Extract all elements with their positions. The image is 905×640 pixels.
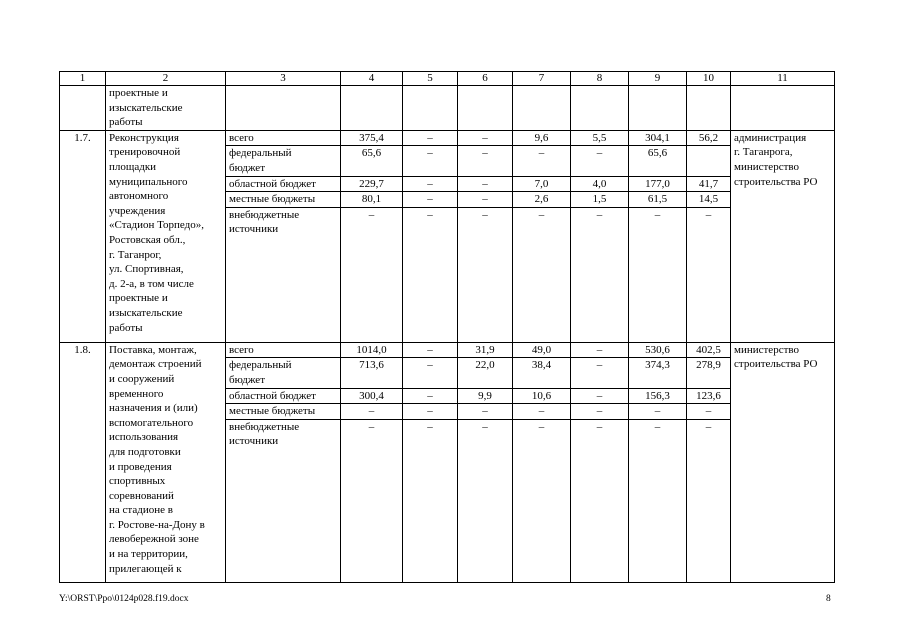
- value-cell: –: [458, 404, 513, 420]
- source-label: всего: [226, 342, 341, 358]
- value-cell: 14,5: [687, 192, 731, 208]
- value-cell: 65,6: [629, 146, 687, 176]
- source-label: местные бюджеты: [226, 404, 341, 420]
- value-cell: 9,9: [458, 388, 513, 404]
- source-label: областной бюджет: [226, 176, 341, 192]
- value-cell: –: [458, 192, 513, 208]
- header-cell: 6: [458, 72, 513, 86]
- value-cell: –: [341, 404, 403, 420]
- source-label: внебюджетные источники: [226, 207, 341, 342]
- item-name: Реконструкция тренировочной площадки муниципального автономного учреждения «Стадион Торпедо», Ростовская обл., г. Таганрог, ул. Спортивная, д. 2-а, в том числе проектные и изыскательские работы: [106, 130, 226, 342]
- value-cell: 300,4: [341, 388, 403, 404]
- source-label: федеральный бюджет: [226, 146, 341, 176]
- value-cell: –: [403, 146, 458, 176]
- value-cell: 10,6: [513, 388, 571, 404]
- empty-cell: [403, 86, 458, 131]
- value-cell: –: [458, 130, 513, 146]
- value-cell: 1,5: [571, 192, 629, 208]
- value-cell: 5,5: [571, 130, 629, 146]
- value-cell: 41,7: [687, 176, 731, 192]
- value-cell: –: [571, 388, 629, 404]
- value-cell: –: [458, 176, 513, 192]
- value-cell: –: [687, 207, 731, 342]
- header-cell: 11: [731, 72, 835, 86]
- value-cell: –: [458, 419, 513, 582]
- value-cell: 61,5: [629, 192, 687, 208]
- value-cell: –: [458, 146, 513, 176]
- value-cell: –: [341, 419, 403, 582]
- value-cell: –: [403, 419, 458, 582]
- header-cell: 3: [226, 72, 341, 86]
- value-cell: 9,6: [513, 130, 571, 146]
- footer-page-number: 8: [826, 594, 831, 604]
- value-cell: 56,2: [687, 130, 731, 146]
- value-cell: 2,6: [513, 192, 571, 208]
- continuation-row: [60, 86, 835, 131]
- value-cell: –: [629, 404, 687, 420]
- value-cell: 123,6: [687, 388, 731, 404]
- source-row: [60, 130, 835, 146]
- value-cell: 49,0: [513, 342, 571, 358]
- value-cell: –: [513, 404, 571, 420]
- header-cell: 1: [60, 72, 106, 86]
- name-cell: проектные и изыскательские работы: [106, 86, 226, 131]
- value-cell: –: [571, 419, 629, 582]
- value-cell: –: [571, 342, 629, 358]
- item-number: 1.8.: [60, 342, 106, 582]
- header-cell: 8: [571, 72, 629, 86]
- source-row: [60, 342, 835, 358]
- value-cell: 177,0: [629, 176, 687, 192]
- source-label: внебюджетные источники: [226, 419, 341, 582]
- header-cell: 2: [106, 72, 226, 86]
- empty-cell: [341, 86, 403, 131]
- empty-cell: [571, 86, 629, 131]
- value-cell: 374,3: [629, 358, 687, 388]
- value-cell: 402,5: [687, 342, 731, 358]
- value-cell: 22,0: [458, 358, 513, 388]
- value-cell: –: [458, 207, 513, 342]
- budget-table: [59, 71, 835, 583]
- value-cell: [687, 146, 731, 176]
- source-label: местные бюджеты: [226, 192, 341, 208]
- item-number: 1.7.: [60, 130, 106, 342]
- value-cell: –: [403, 404, 458, 420]
- value-cell: –: [403, 192, 458, 208]
- value-cell: –: [403, 388, 458, 404]
- value-cell: 156,3: [629, 388, 687, 404]
- item-name: Поставка, монтаж, демонтаж строений и сооружений временного назначения и (или) вспомогательного использования для подготовки и проведения спортивных соревнований на стадионе в г. Ростове-на-Дону в левобережной зоне и на территории, прилегающей к: [106, 342, 226, 582]
- value-cell: –: [341, 207, 403, 342]
- value-cell: 4,0: [571, 176, 629, 192]
- value-cell: –: [403, 207, 458, 342]
- footer-file-path: Y:\ORST\Ppo\0124p028.f19.docx: [59, 594, 189, 604]
- value-cell: 80,1: [341, 192, 403, 208]
- value-cell: –: [687, 419, 731, 582]
- value-cell: –: [513, 419, 571, 582]
- number-cell: [60, 86, 106, 131]
- value-cell: –: [403, 342, 458, 358]
- empty-cell: [226, 86, 341, 131]
- empty-cell: [629, 86, 687, 131]
- header-cell: 10: [687, 72, 731, 86]
- header-cell: 5: [403, 72, 458, 86]
- value-cell: –: [403, 176, 458, 192]
- value-cell: –: [513, 207, 571, 342]
- empty-cell: [731, 86, 835, 131]
- value-cell: –: [629, 207, 687, 342]
- value-cell: 278,9: [687, 358, 731, 388]
- source-label: федеральный бюджет: [226, 358, 341, 388]
- value-cell: 65,6: [341, 146, 403, 176]
- value-cell: 7,0: [513, 176, 571, 192]
- value-cell: –: [571, 404, 629, 420]
- source-label: областной бюджет: [226, 388, 341, 404]
- empty-cell: [687, 86, 731, 131]
- value-cell: 1014,0: [341, 342, 403, 358]
- header-cell: 7: [513, 72, 571, 86]
- executor-cell: администрация г. Таганрога, министерство строительства РО: [731, 130, 835, 342]
- value-cell: –: [403, 358, 458, 388]
- header-cell: 9: [629, 72, 687, 86]
- empty-cell: [458, 86, 513, 131]
- value-cell: –: [571, 207, 629, 342]
- value-cell: 229,7: [341, 176, 403, 192]
- value-cell: –: [687, 404, 731, 420]
- value-cell: –: [513, 146, 571, 176]
- header-cell: 4: [341, 72, 403, 86]
- executor-cell: министерство строительства РО: [731, 342, 835, 582]
- value-cell: 31,9: [458, 342, 513, 358]
- header-row: [60, 72, 835, 86]
- value-cell: 375,4: [341, 130, 403, 146]
- value-cell: –: [571, 358, 629, 388]
- value-cell: –: [571, 146, 629, 176]
- value-cell: –: [629, 419, 687, 582]
- source-label: всего: [226, 130, 341, 146]
- empty-cell: [513, 86, 571, 131]
- value-cell: 304,1: [629, 130, 687, 146]
- value-cell: –: [403, 130, 458, 146]
- value-cell: 38,4: [513, 358, 571, 388]
- value-cell: 530,6: [629, 342, 687, 358]
- value-cell: 713,6: [341, 358, 403, 388]
